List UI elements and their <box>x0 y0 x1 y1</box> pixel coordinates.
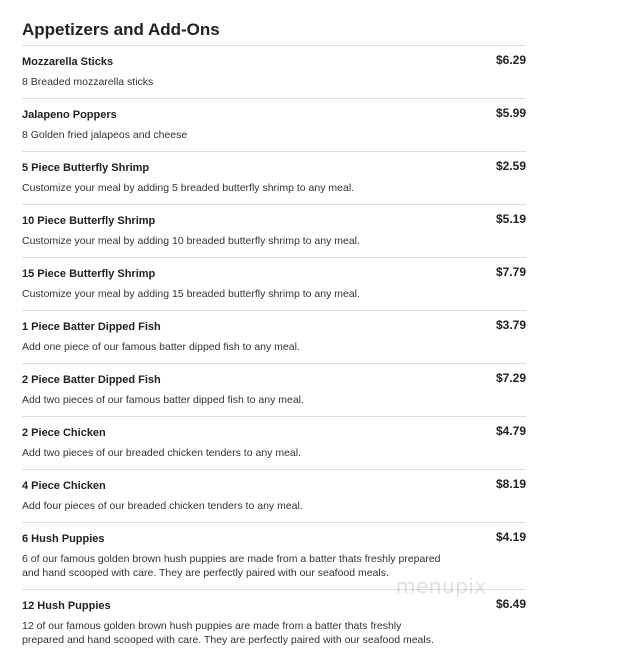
item-name: 10 Piece Butterfly Shrimp <box>22 215 156 227</box>
menu-item <box>22 204 526 257</box>
item-price: $2.59 <box>495 159 526 173</box>
item-description: 8 Breaded mozzarella sticks <box>22 76 154 88</box>
item-description: Customize your meal by adding 15 breaded butterfly shrimp to any meal. <box>22 288 360 300</box>
item-name: 5 Piece Butterfly Shrimp <box>22 162 150 174</box>
item-price: $5.19 <box>495 212 526 226</box>
item-description: Add two pieces of our breaded chicken tenders to any meal. <box>22 447 301 459</box>
menu-item <box>22 310 526 363</box>
item-name: 1 Piece Batter Dipped Fish <box>22 321 161 333</box>
item-price: $8.19 <box>495 477 526 491</box>
item-description: Add four pieces of our breaded chicken tenders to any meal. <box>22 500 303 512</box>
menu-item <box>22 589 526 656</box>
item-price: $4.79 <box>495 424 526 438</box>
menu-item <box>22 416 526 469</box>
watermark-logo: menupix <box>396 574 487 598</box>
menu-item <box>22 363 526 416</box>
section-title: Appetizers and Add-Ons <box>22 20 220 39</box>
item-name: 4 Piece Chicken <box>22 480 106 492</box>
menu-item <box>22 257 526 310</box>
item-description: Add one piece of our famous batter dipped fish to any meal. <box>22 341 300 353</box>
item-price: $4.19 <box>495 530 526 544</box>
item-name: 6 Hush Puppies <box>22 533 105 545</box>
item-description: Customize your meal by adding 5 breaded butterfly shrimp to any meal. <box>22 182 355 194</box>
item-name: 2 Piece Batter Dipped Fish <box>22 374 161 386</box>
item-description: 6 of our famous golden brown hush puppies are made from a batter thats freshly prepared and hand scooped with care. They are perfectly paired with our seafood meals. <box>22 553 441 579</box>
menu-item <box>22 469 526 522</box>
item-name: Jalapeno Poppers <box>22 109 117 121</box>
item-price: $3.79 <box>495 318 526 332</box>
item-price: $7.29 <box>495 371 526 385</box>
menu-item <box>22 45 526 98</box>
item-description: Customize your meal by adding 10 breaded butterfly shrimp to any meal. <box>22 235 360 247</box>
item-description: 8 Golden fried jalapeos and cheese <box>22 129 188 141</box>
item-price: $6.49 <box>495 597 526 611</box>
item-name: 2 Piece Chicken <box>22 427 106 439</box>
item-description: Add two pieces of our famous batter dipped fish to any meal. <box>22 394 304 406</box>
item-price: $6.29 <box>495 53 526 67</box>
item-description: 12 of our famous golden brown hush puppies are made from a batter thats freshly prepared and hand scooped with care. They are perfectly paired with our seafood meals. <box>22 620 434 646</box>
item-name: 12 Hush Puppies <box>22 600 111 612</box>
menu-item <box>22 151 526 204</box>
item-name: 15 Piece Butterfly Shrimp <box>22 268 156 280</box>
item-name: Mozzarella Sticks <box>22 56 114 68</box>
item-price: $7.79 <box>495 265 526 279</box>
item-price: $5.99 <box>495 106 526 120</box>
menu-item <box>22 98 526 151</box>
menu-section <box>22 0 526 656</box>
